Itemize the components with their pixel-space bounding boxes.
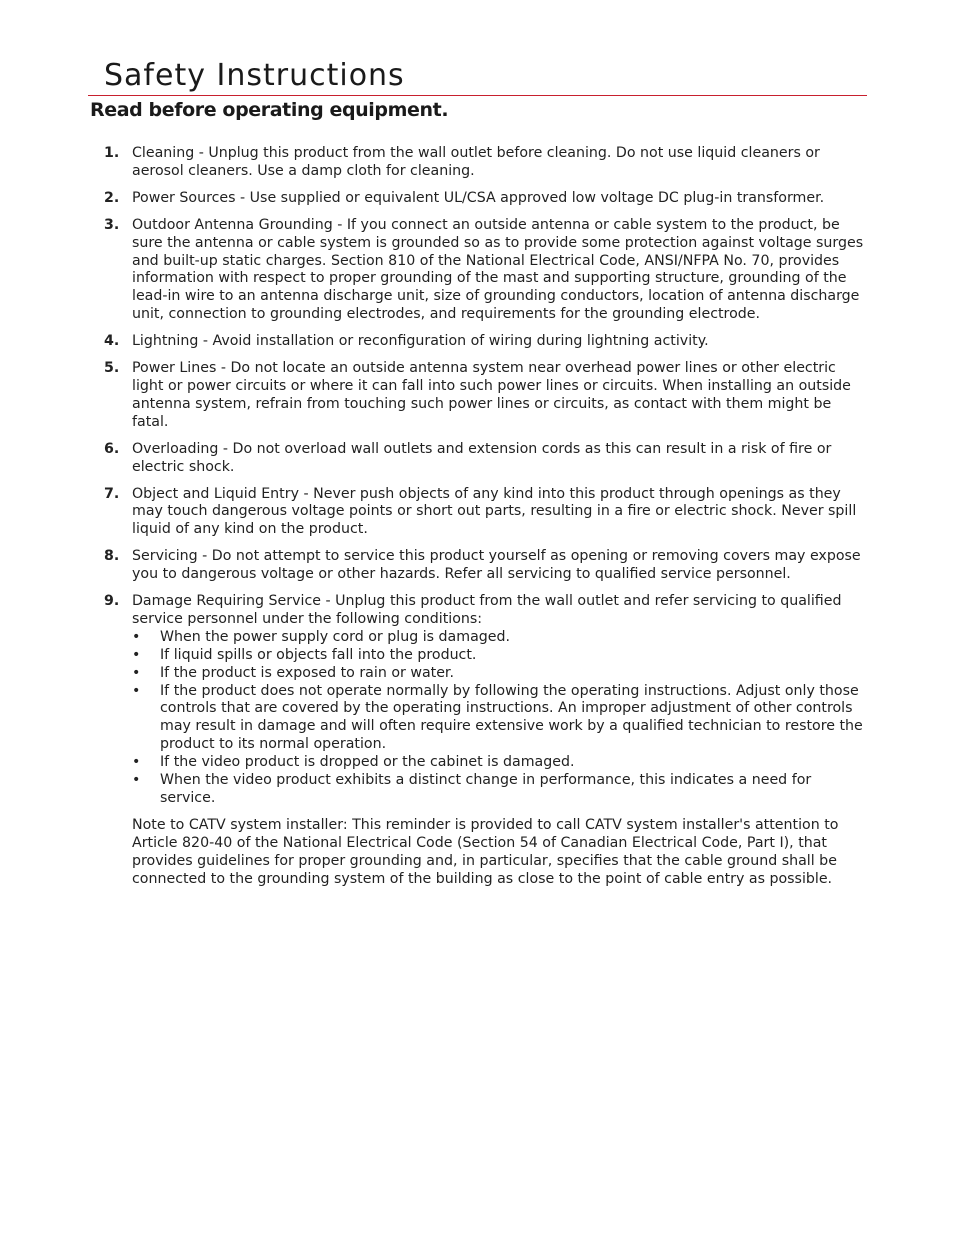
item-text: Object and Liquid Entry - Never push objects of any kind into this product through openings as they may touch dangerous voltage points or short out parts, resulting in a fire or electric shock. Never spill liquid of any kind on the product. <box>132 485 857 538</box>
condition-text: If the product is exposed to rain or water. <box>160 664 454 681</box>
instruction-item-cleaning <box>104 145 866 181</box>
instruction-item-overloading <box>104 441 866 477</box>
service-conditions-list <box>132 629 866 808</box>
item-number: 1. <box>104 145 120 161</box>
condition-item <box>132 647 866 665</box>
instruction-item-servicing <box>104 548 866 584</box>
item-text: Power Sources - Use supplied or equivalent UL/CSA approved low voltage DC plug-in transformer. <box>132 189 825 206</box>
bullet-icon: • <box>132 646 141 663</box>
bullet-icon: • <box>132 772 141 789</box>
condition-text: If liquid spills or objects fall into the product. <box>160 646 477 663</box>
page-title: Safety Instructions <box>104 58 405 93</box>
item-text: Damage Requiring Service - Unplug this product from the wall outlet and refer servicing to qualified service personnel under the following conditions: <box>132 593 842 627</box>
condition-text: When the power supply cord or plug is damaged. <box>160 628 511 645</box>
title-divider <box>88 95 867 96</box>
condition-item <box>132 665 866 683</box>
item-text: Outdoor Antenna Grounding - If you connect an outside antenna or cable system to the product, be sure the antenna or cable system is grounded so as to provide some protection against voltage surges and built-up static charges. Section 810 of the National Electrical Code, ANSI/NFPA No. 70, provides information with respect to proper grounding of the mast and supporting structure, grounding of the lead-in wire to an antenna discharge unit, size of grounding conductors, location of antenna discharge unit, connection to grounding electrodes, and requirements for the grounding electrode. <box>132 216 864 323</box>
instruction-item-lightning <box>104 333 866 351</box>
condition-item <box>132 629 866 647</box>
item-number: 7. <box>104 485 120 502</box>
item-text: Cleaning - Unplug this product from the wall outlet before cleaning. Do not use liquid cleaners or aerosol cleaners. Use a damp cloth for cleaning. <box>132 145 820 179</box>
instruction-item-power-lines <box>104 360 866 432</box>
item-text: Lightning - Avoid installation or reconfiguration of wiring during lightning activity. <box>132 333 709 350</box>
condition-item <box>132 754 866 772</box>
instruction-item-object-liquid-entry <box>104 486 866 540</box>
instruction-item-power-sources <box>104 190 866 208</box>
item-number: 9. <box>104 593 120 610</box>
condition-text: If the product does not operate normally by following the operating instructions. Adjust only those controls that are covered by the operating instructions. An improper adjustment of other controls may result in damage and will often require extensive work by a qualified technician to restore the product to its normal operation. <box>160 682 863 753</box>
bullet-icon: • <box>132 628 141 645</box>
bullet-icon: • <box>132 682 141 699</box>
instruction-item-damage-requiring-service <box>104 593 866 808</box>
item-number: 3. <box>104 216 120 233</box>
item-number: 8. <box>104 548 120 565</box>
bullet-icon: • <box>132 664 141 681</box>
item-number: 4. <box>104 333 120 350</box>
condition-item <box>132 772 866 808</box>
item-number: 5. <box>104 360 120 377</box>
safety-instructions-list <box>104 145 866 889</box>
item-number: 6. <box>104 440 120 457</box>
item-text: Power Lines - Do not locate an outside antenna system near overhead power lines or other electric light or power circuits or where it can fall into such power lines or circuits. When installing an outside antenna system, refrain from touching such power lines or circuits, as contact with them might be fatal. <box>132 360 851 430</box>
item-number: 2. <box>104 189 120 206</box>
catv-installer-note: Note to CATV system installer: This reminder is provided to call CATV system installer's attention to Article 820-40 of the National Electrical Code (Section 54 of Canadian Electrical Code, Part I), that provides guidelines for proper grounding and, in particular, specifies that the cable ground shall be connected to the grounding system of the building as close to the point of cable entry as possible. <box>132 816 839 887</box>
condition-text: If the video product is dropped or the cabinet is damaged. <box>160 754 575 771</box>
condition-text: When the video product exhibits a distinct change in performance, this indicates a need for service. <box>160 772 812 806</box>
item-text: Servicing - Do not attempt to service this product yourself as opening or removing covers may expose you to dangerous voltage or other hazards. Refer all servicing to qualified service personnel. <box>132 548 861 583</box>
item-text: Overloading - Do not overload wall outlets and extension cords as this can result in a risk of fire or electric shock. <box>132 440 832 475</box>
bullet-icon: • <box>132 754 141 771</box>
condition-item <box>132 683 866 755</box>
page-subtitle: Read before operating equipment. <box>90 99 449 121</box>
instruction-item-antenna-grounding <box>104 217 866 324</box>
